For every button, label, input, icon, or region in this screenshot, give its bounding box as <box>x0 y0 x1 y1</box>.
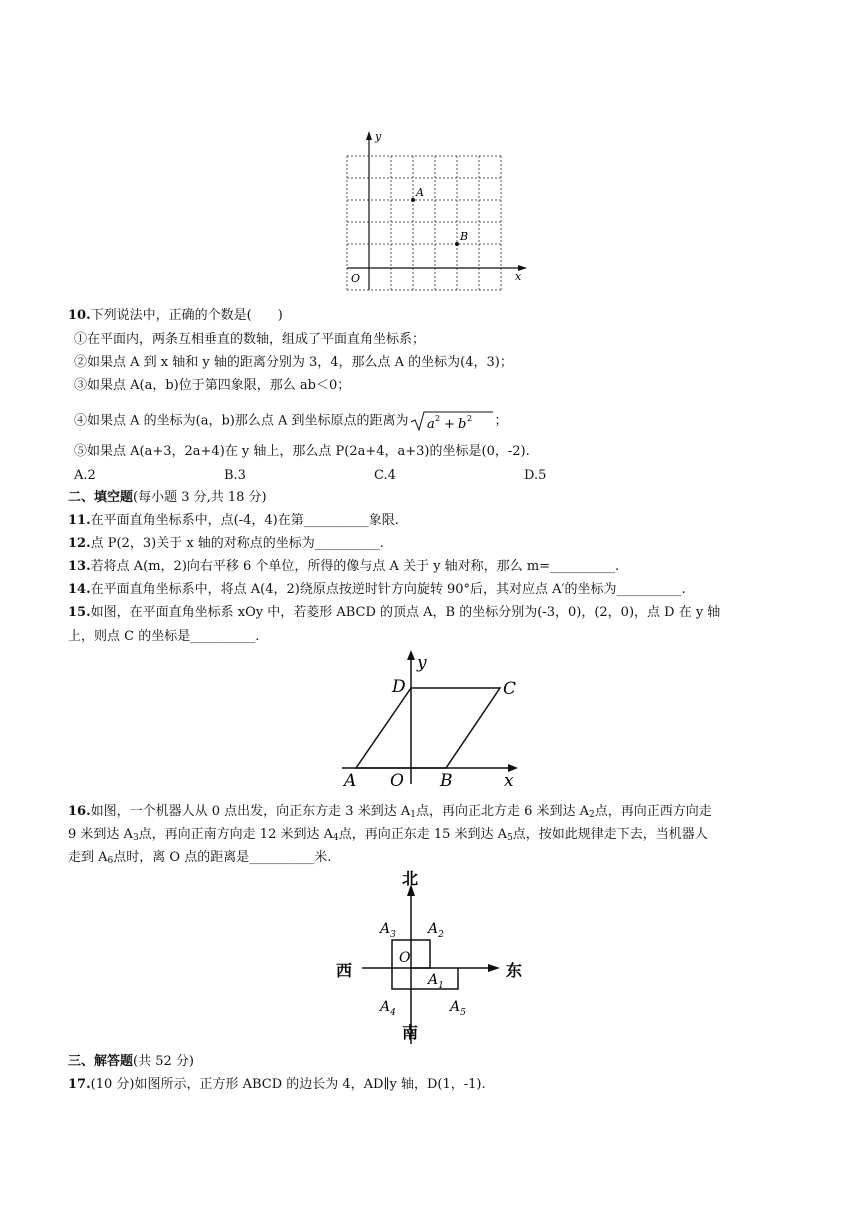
option-b: B.3 <box>224 468 246 483</box>
robot-path-figure <box>330 866 540 1046</box>
q13: 13.若将点 A(m，2)向右平移 6 个单位，所得的像与点 A 关于 y 轴对称，那么 m=__________. <box>68 559 620 574</box>
sqrt-expression <box>409 409 495 433</box>
label-d: D <box>392 677 406 697</box>
q16-line-3: 走到 $A_6$点时，离 O 点的距离是__________米. <box>68 850 332 866</box>
a1-label: $A_1$ <box>428 972 444 991</box>
q10-stem: 10.下列说法中，正确的个数是( ) <box>68 308 283 323</box>
west-label: 西 <box>336 961 353 980</box>
south-label: 南 <box>402 1023 419 1042</box>
label-a: A <box>344 771 357 788</box>
origin-o-label: O <box>399 950 411 966</box>
q17: 17.(10 分)如图所示，正方形 ABCD 的边长为 4，AD∥y 轴，D(1，-1). <box>68 1077 486 1092</box>
a3-label: $A_3$ <box>380 921 396 940</box>
y-axis-label: y <box>375 130 382 143</box>
q15-line-1: 15.如图，在平面直角坐标系 xOy 中，若菱形 ABCD 的顶点 A，B 的坐标分别为(-3，0)，(2，0)，点 D 在 y 轴 <box>68 605 721 620</box>
q15-line-2: 上，则点 C 的坐标是__________. <box>68 629 260 644</box>
q14: 14.在平面直角坐标系中，将点 A(4，2)绕原点按逆时针方向旋转 90°后，其对应点 A′的坐标为__________. <box>68 582 686 597</box>
q10-statement-2: ②如果点 A 到 x 轴和 y 轴的距离分别为 3，4，那么点 A 的坐标为(4，3)； <box>74 355 513 370</box>
a2-label: $A_2$ <box>428 921 444 940</box>
option-c: C.4 <box>374 468 396 483</box>
north-label: 北 <box>402 869 419 888</box>
origin-label: O <box>351 272 361 285</box>
a5-label: $A_5$ <box>450 999 466 1018</box>
point-a <box>411 198 415 202</box>
svg-text:+: + <box>443 417 455 432</box>
q10-options <box>74 467 674 485</box>
option-d: D.5 <box>524 468 547 483</box>
section-2-heading: 二、填空题(每小题 3 分,共 18 分) <box>68 490 267 505</box>
option-a: A.2 <box>74 468 96 483</box>
east-label: 东 <box>506 961 523 980</box>
svg-text:2: 2 <box>466 414 472 423</box>
label-o: O <box>390 771 404 788</box>
q10-statement-4: ④如果点 A 的坐标为(a，b)那么点 A 到坐标原点的距离为 a 2 + b 2 ； <box>74 409 508 433</box>
q10-statement-1: ①在平面内，两条互相垂直的数轴，组成了平面直角坐标系； <box>74 332 426 347</box>
rhombus-abcd <box>356 688 500 768</box>
grid-figure <box>335 128 535 296</box>
label-c: C <box>503 679 517 699</box>
label-y: y <box>417 653 427 673</box>
q10-statement-5: ⑤如果点 A(a+3，2a+4)在 y 轴上，那么点 P(2a+4，a+3)的坐标是(0，-2). <box>74 444 530 459</box>
svg-text:b: b <box>457 417 466 432</box>
point-b <box>455 242 459 246</box>
q16-line-2: 9 米到达 $A_3$点，再向正南方向走 12 米到达 $A_4$点，再向正东走 15 米到达 $A_5$点，按如此规律走下去，当机器人 <box>68 827 708 843</box>
svg-text:2: 2 <box>434 414 440 423</box>
q10-statement-3: ③如果点 A(a，b)位于第四象限，那么 ab＜0； <box>74 378 351 393</box>
x-axis-label: x <box>515 270 522 283</box>
label-x: x <box>504 771 514 788</box>
point-b-label: B <box>460 230 469 243</box>
rhombus-figure <box>330 648 530 788</box>
section-3-heading: 三、解答题(共 52 分) <box>68 1054 194 1069</box>
point-a-label: A <box>416 186 424 199</box>
q11: 11.在平面直角坐标系中，点(-4，4)在第__________象限. <box>68 513 399 528</box>
a4-label: $A_4$ <box>380 999 396 1018</box>
label-b: B <box>440 771 453 788</box>
q16-line-1: 16.如图，一个机器人从 0 点出发，向正东方走 3 米到达 $A_1$点，再向正北方走 6 米到达 $A_2$点，再向正西方向走 <box>68 804 712 820</box>
q12: 12.点 P(2，3)关于 x 轴的对称点的坐标为__________. <box>68 536 384 551</box>
svg-text:a: a <box>426 417 435 432</box>
